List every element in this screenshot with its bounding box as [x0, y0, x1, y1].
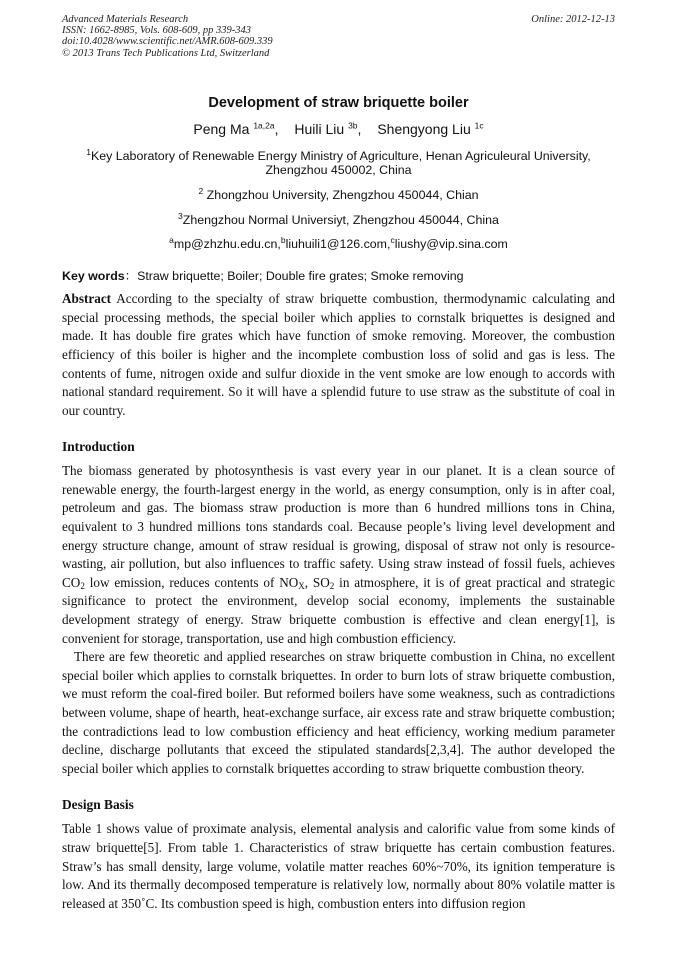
- author-sep: ,: [357, 120, 362, 137]
- paragraph: [62, 462, 615, 648]
- affiliation: [62, 184, 615, 203]
- journal-header: [62, 14, 615, 64]
- paper-page: [62, 14, 615, 913]
- affiliation-text: Zhongzhou University, Zhengzhou 450044, Chian: [203, 188, 479, 203]
- affiliation-sup: 3: [178, 210, 183, 221]
- subscript: 2: [80, 580, 85, 591]
- email-sup: b: [280, 235, 286, 246]
- affiliation-text: Zhengzhou Normal Universiyt, Zhengzhou 450044, China: [182, 212, 499, 227]
- introduction-section: [62, 462, 615, 778]
- issn-line: ISSN: 1662-8985, Vols. 608-609, pp 339-343: [62, 25, 251, 37]
- paper-title: Development of straw briquette boiler: [208, 95, 469, 111]
- email-sup: a: [169, 235, 174, 246]
- author-sup: 1c: [474, 120, 484, 130]
- email-c[interactable]: liushy@vip.sina.com: [394, 237, 508, 252]
- author-sup: 1a,2a: [253, 120, 275, 130]
- keywords-text: Straw briquette; Boiler; Double fire grates; Smoke removing: [137, 269, 464, 284]
- copyright-line: © 2013 Trans Tech Publications Ltd, Switzerland: [62, 47, 270, 59]
- author-list: [62, 116, 615, 138]
- keywords-label: Key words: [62, 269, 125, 284]
- author: [294, 121, 361, 137]
- email-a[interactable]: mp@zhzhu.edu.cn,: [173, 237, 281, 252]
- author: [193, 121, 278, 137]
- author-name: Shengyong Liu: [377, 120, 471, 137]
- subscript: 2: [329, 580, 335, 591]
- text-run: low emission, reduces contents of NO: [84, 574, 299, 590]
- email-b[interactable]: liuhuili1@126.com,: [285, 237, 391, 252]
- section-heading-introduction: Introduction: [62, 439, 135, 455]
- design-basis-section: [62, 820, 615, 913]
- keywords-colon: ：: [124, 269, 138, 284]
- paragraph: There are few theoretic and applied researches on straw briquette combustion in China, no excellent special boiler which applies to cornstalk briquettes. In order to burn lots of straw briquette combustion, we must reform the coal-fired boiler. But reformed boilers have some weakness, such as contradictions between volume, shape of hearth, heat-exchange surface, air excess rate and straw briquette combustion; the contradictions lead to low combustion efficiency and heat efficiency, working medium parameter decline, discharge pollutants that exceed the stipulated standards[2,3,4]. The author developed the special boiler which applies to cornstalk briquettes according to straw briquette combustion theory.: [62, 649, 615, 776]
- abstract-text: According to the specialty of straw briquette combustion, thermodynamic calculating and special processing methods, the special boiler which applies to cornstalk briquettes is designed and made. It has double fire grates which have function of smoke removing. Moreover, the combustion efficiency of this boiler is higher and the incomplete combustion loss of solid and gas is less. The contents of fume, nitrogen oxide and sulfur dioxide in the vent smoke are low enough to accords with national standard requirement. So it will have a splendid future to use straw as the substitute of coal in our country.: [62, 291, 615, 418]
- title-block: [62, 94, 615, 252]
- section-heading-design-basis: Design Basis: [62, 797, 134, 813]
- email-sup: c: [390, 235, 395, 246]
- affiliation-sup: 2: [198, 185, 204, 196]
- author-name: Huili Liu: [294, 120, 345, 137]
- subscript: X: [298, 580, 305, 591]
- paragraph: Table 1 shows value of proximate analysis, elemental analysis and calorific value from some kinds of straw briquette[5]. From table 1. Characteristics of straw briquette has certain combustion features. Straw’s has small density, large volume, volatile matter reaches 60%~70%, its ignition temperature is low. And its thermally decomposed temperature is relatively low, normally about 80% volatile matter is released at 350˚C. Its combustion speed is high, combustion enters into diffusion region: [62, 821, 615, 911]
- abstract-label: Abstract: [62, 291, 112, 307]
- affiliation: [62, 209, 615, 228]
- doi-line: doi:10.4028/www.scientific.net/AMR.608-609.339: [62, 36, 273, 48]
- text-run: , SO: [304, 574, 330, 590]
- author-sup: 3b: [348, 120, 358, 130]
- text-run: in atmosphere, it is of great practical and strategic significance to protect the environment, develop social economy, implements the sustainable development strategy of energy. Straw briquette combustion is effective and clean energy[1], is convenient for storage, transportation, use and high combustion efficiency.: [62, 574, 616, 646]
- author: [377, 121, 483, 137]
- keywords: [62, 268, 615, 284]
- affiliation-sup: 1: [86, 146, 91, 157]
- email-line: [62, 233, 615, 252]
- journal-name: Advanced Materials Research: [62, 14, 189, 25]
- abstract: [62, 290, 615, 420]
- journal-info: [62, 14, 273, 59]
- online-date: Online: 2012-12-13: [531, 14, 615, 25]
- affiliation-text: Key Laboratory of Renewable Energy Ministry of Agriculture, Henan Agriculeural University, Zhengzhou 450002, China: [90, 148, 591, 178]
- author-sep: ,: [274, 120, 279, 137]
- text-run: The biomass generated by photosynthesis is vast every year in our planet. It is a clean source of renewable energy, the fourth-largest energy in the world, as energy consumption, only is in after coal, petroleum and gas. The biomass straw production is more than 6 hundred millions tons in China, equivalent to 3 hundred millions tons standards coal. Because people’s living level development and energy structure change, amount of straw residual is growing, disposal of straw not only is resource-wasting, air pollution, but also influences to traffic safety. Using straw instead of fossil fuels, achieves CO: [62, 463, 615, 590]
- affiliation: [62, 145, 615, 178]
- author-name: Peng Ma: [193, 120, 250, 137]
